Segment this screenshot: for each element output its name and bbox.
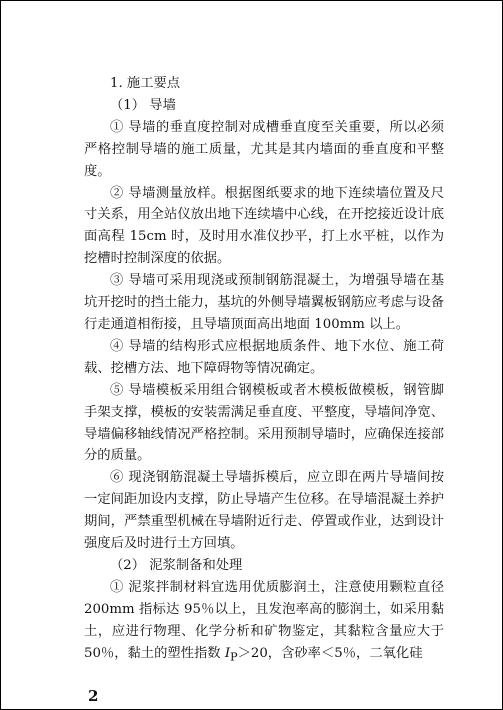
paragraph bbox=[84, 577, 444, 668]
plasticity-subscript: P bbox=[230, 650, 238, 664]
paragraph: ① 导墙的垂直度控制对成槽垂直度至关重要，所以必须严格控制导墙的施工质量，尤其是其内墙面的垂直度和平整度。 bbox=[84, 119, 444, 179]
paragraph-text: ① 泥浆拌制材料宜选用优质膨润土，注意使用颗粒直径 200mm 指标达 95％以上，且发泡率高的膨润土，如采用黏土，应进行物理、化学分析和矿物鉴定，其黏粒含量应大于 50％，黏土的塑性指数 bbox=[84, 579, 444, 661]
paragraph: ⑤ 导墙模板采用组合钢模板或者木模板做模板，钢管脚手架支撑，模板的安装需满足垂直度、平整度，导墙间净宽、导墙偏移轴线情况严格控制。采用预制导墙时，应确保连接部分的质量。 bbox=[84, 382, 444, 464]
subsection-heading: （2） 泥浆制备和处理 bbox=[110, 557, 243, 573]
subsection-heading: （1） 导墙 bbox=[110, 97, 176, 113]
paragraph: ⑥ 现浇钢筋混凝土导墙拆模后，应立即在两片导墙间按一定间距加设内支撑，防止导墙产生位移。在导墙混凝土养护期间，严禁重型机械在导墙附近行走、停置或作业，达到设计强度后及时进行土方回填。 bbox=[84, 470, 444, 552]
paragraph-text: ＞20，含砂率＜5％，二氧化硅 bbox=[237, 645, 423, 661]
section-heading: 1. 施工要点 bbox=[110, 76, 181, 91]
paragraph: ② 导墙测量放样。根据图纸要求的地下连续墙位置及尺寸关系，用全站仪放出地下连续墙中心线，在开挖接近设计底面高程 15cm 时，及时用水准仪抄平，打上水平桩，以作为挖槽时控制深度的依据。 bbox=[84, 185, 444, 267]
document-body bbox=[84, 73, 444, 668]
paragraph: ④ 导墙的结构形式应根据地质条件、地下水位、施工荷载、挖槽方法、地下障碍物等情况确定。 bbox=[84, 338, 444, 376]
page-number: 2 bbox=[88, 687, 99, 705]
plasticity-symbol: I bbox=[224, 645, 231, 661]
paragraph: ③ 导墙可采用现浇或预制钢筋混凝土，为增强导墙在基坑开挖时的挡土能力，基坑的外侧导墙翼板钢筋应考虑与设备行走通道相衔接，且导墙顶面高出地面 100mm 以上。 bbox=[84, 273, 444, 332]
